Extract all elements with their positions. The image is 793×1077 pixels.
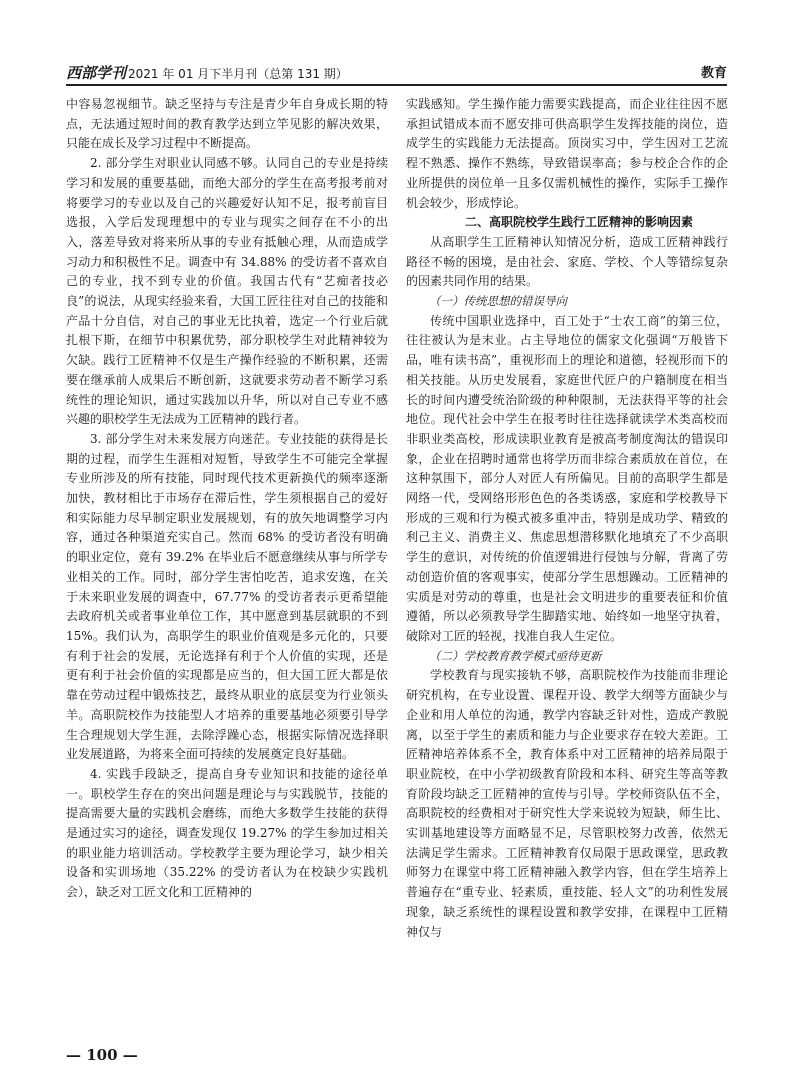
section-label: 教育: [700, 66, 727, 81]
paragraph: 从高职学生工匠精神认知情况分析，造成工匠精神践行路径不畅的困境，是由社会、家庭、学校、个人等错综复杂的因素共同作用的结果。: [406, 234, 728, 289]
paragraph: 4. 实践手段缺乏，提高自身专业知识和技能的途径单一。职校学生存在的突出问题是理论与与实践脱节，技能的提高需要大量的实践机会磨练，而绝大多数学生技能的获得是通过实习的途径，调查发现仅 19.27% 的学生参加过相关的职业能力培训活动。学校教学主要为理论学习，缺少相关设备和实训场地（35.22% 的受访者认为在校缺少实践机会），缺乏对工匠文化和工匠精神的: [66, 766, 388, 900]
journal-info: [66, 62, 348, 83]
paragraph: 传统中国职业选择中，百工处于“士农工商”的第三位，往往被认为是末业。占主导地位的儒家文化强调“万般皆下品，唯有读书高”，重视形而上的理论和道德，轻视形而下的相关技能。从历史发展看，家庭世代匠户的户籍制度在相当长的时间内遭受统治阶级的种种限制，无法获得平等的社会地位。现代社会中学生在报考时往往选择就读学术类高校而非职业类高校，形成读职业教育是被高考制度淘汰的错误印象，企业在招聘时通常也将学历而非综合素质放在首位，在这种氛围下，部分人对匠人有所偏见。目前的高职学生都是网络一代，受网络形形色色的各类诱惑，家庭和学校教导下形成的三观和行为模式被多重冲击，特别是成功学、精致的利己主义、消费主义、焦虑思想潜移默化地填充了不少高职学生的意识，对传统的价值逻辑进行侵蚀与分解，背离了劳动创造价值的客观事实，使部分学生思想躁动。工匠精神的实质是对劳动的尊重，也是社会文明进步的重要表征和价值遵循，所以必须教导学生脚踏实地、始终如一地坚守执着，破除对工匠的轻视，找准自我人生定位。: [406, 313, 728, 643]
page-number: — 100 —: [66, 1046, 138, 1064]
page-header: [66, 58, 727, 86]
paragraph: 学校教育与现实接轨不够，高职院校作为技能而非理论研究机构，在专业设置、课程开设、教学大纲等方面缺少与企业和用人单位的沟通，教学内容缺乏针对性，造成产教脱离，以至于学生的素质和能力与企业要求存在较大差距。工匠精神培养体系不全，教育体系中对工匠精神的培养局限于职业院校，在中小学初级教育阶段和本科、研究生等高等教育阶段均缺乏工匠精神的宣传与引导。学校师资队伍不全，高职院校的经费相对于研究性大学来说较为短缺，师生比、实训基地建设等方面略显不足，尽管职校努力改善，依然无法满足学生需求。工匠精神教育仅局限于思政课堂，思政教师努力在课堂中将工匠精神融入教学内容，但在学生培养上普遍存在“重专业、轻素质，重技能、轻人文”的功利性发展现象，缺乏系统性的课程设置和教学安排，在课程中工匠精神仅与: [406, 668, 728, 939]
subsection-heading: （一）传统思想的错误导向: [429, 294, 567, 309]
paragraph-continued: 实践感知。学生操作能力需要实践提高，而企业往往因不愿承担试错成本而不愿安排可供高职学生发挥技能的岗位，造成学生的实践能力无法提高。顶岗实习中，学生因对工艺流程不熟悉、操作不熟练，导致错误率高；参与校企合作的企业所提供的岗位单一且多仅需机械性的操作，实际手工操作机会较少，形成悖论。: [406, 97, 728, 210]
paragraph-continued: 中容易忽视细节。缺乏坚持与专注是青少年自身成长期的特点，无法通过短时间的教育教学达到立竿见影的解决效果，只能在成长及学习过程中不断提高。: [66, 97, 388, 151]
section-heading: 二、高职院校学生践行工匠精神的影响因素: [464, 215, 693, 230]
paragraph: 3. 部分学生对未来发展方向迷茫。专业技能的获得是长期的过程，而学生生涯相对短暂，导致学生不可能完全掌握专业所涉及的所有技能，同时现代技术更新换代的频率逐渐加快，教材相比于市场存在滞后性，学生须根据自己的爱好和实际能力尽早制定职业发展规划，有的放矢地调整学习内容，通过各种渠道充实自己。然而 68% 的受访者没有明确的职业定位，竟有 39.2% 在毕业后不愿意继续从事与所学专业相关的工作。同时，部分学生害怕吃苦，追求安逸，在关于未来职业发展的调查中，67.77% 的受访者表示更希望能去政府机关或者事业单位工作，其中愿意到基层就职的不到 15%。我们认为，高职学生的职业价值观是多元化的，只要有利于社会的发展，无论选择有利于个人价值的实现，还是更有利于社会价值的实现都是应当的，但大国工匠大都是依靠在劳动过程中锻炼技艺，最终从职业的底层变为行业领头羊。高职院校作为技能型人才培养的重要基地必须要引导学生合理规划大学生涯，去除浮躁心态，根据实际情况选择职业发展道路，为将来全面可持续的发展奠定良好基础。: [66, 431, 388, 762]
paragraph: 2. 部分学生对职业认同感不够。认同自己的专业是持续学习和发展的重要基础，而绝大部分的学生在高考报考前对将要学习的专业以及自己的兴趣爱好认知不足，报考前盲目选报，入学后发现理想中的专业与现实之间存在不小的出入，落差导致对将来所从事的专业有抵触心理，从而造成学习动力和积极性不足。调查中有 34.88% 的受访者不喜欢自己的专业，找不到专业的价值。我国古代有“艺痴者技必良”的说法，从现实经验来看，大国工匠往往对自己的技能和产品十分自信，对自己的事业无比执着，选定一个行业后就扎根下斯，在细节中积累优势，部分职校学生对此精神较为欠缺。践行工匠精神不仅是生产操作经验的不断积累，还需要在继承前人成果后不断创新，这就要求劳动者不断学习系统性的理论知识，通过实践加以升华，所以对自己专业不感兴趣的职校学生无法成为工匠精神的践行者。: [66, 156, 388, 427]
issue-info: 2021 年 01 月下半月刊（总第 131 期）: [128, 67, 348, 81]
right-column: [406, 95, 728, 1030]
subsection-heading: （二）学校教育教学模式亟待更新: [429, 648, 602, 663]
journal-logo: 西部学刊: [66, 64, 127, 82]
left-column: [66, 95, 388, 1030]
